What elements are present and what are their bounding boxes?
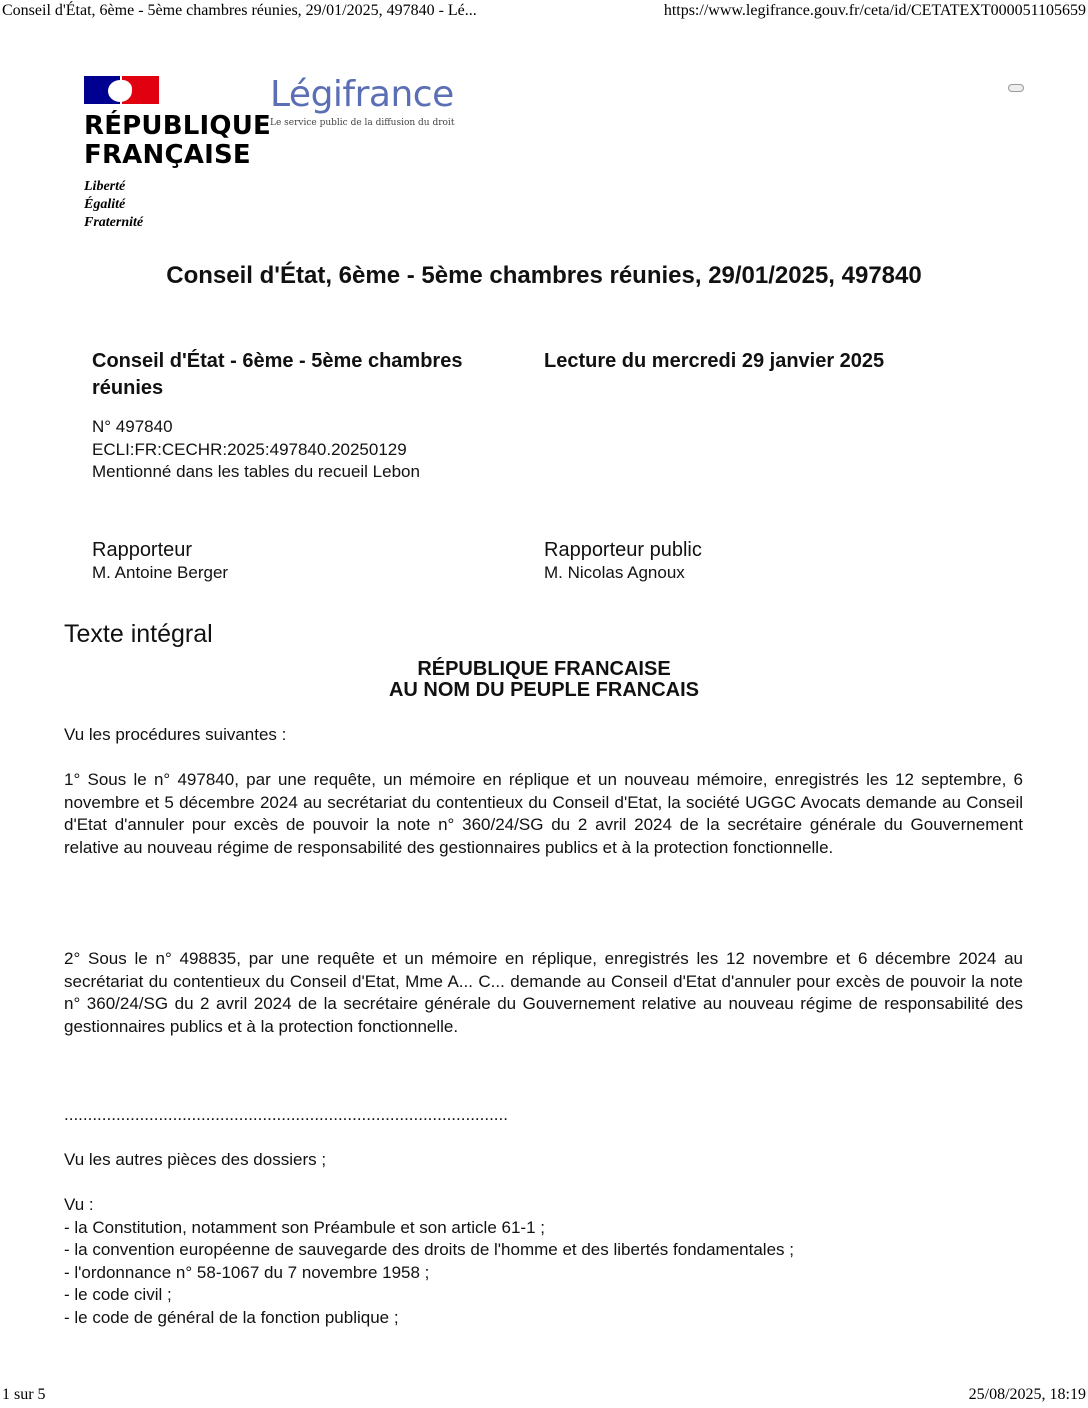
jurisdiction: Conseil d'État - 6ème - 5ème chambres réunies	[92, 350, 463, 399]
rapporteur-name: M. Antoine Berger	[92, 563, 229, 582]
rapporteur-public-block	[544, 538, 702, 584]
print-datetime: 25/08/2025, 18:19	[968, 1386, 1086, 1403]
menu-toggle-button[interactable]	[1008, 84, 1024, 92]
print-header	[0, 0, 1088, 24]
reading-date: Lecture du mercredi 29 janvier 2025	[544, 350, 885, 372]
ellipsis-separator: ..............................................................................................	[64, 1105, 508, 1124]
vu-list	[64, 1194, 1023, 1329]
print-footer	[0, 1384, 1088, 1408]
legifrance-tagline: Le service public de la diffusion du droit	[270, 118, 455, 128]
list-item: - le code de général de la fonction publique ;	[64, 1307, 399, 1327]
list-item: - la Constitution, notamment son Préambule et son article 61-1 ;	[64, 1217, 545, 1237]
page-number: 1 sur 5	[2, 1386, 46, 1403]
ecli: ECLI:FR:CECHR:2025:497840.20250129	[92, 439, 407, 459]
page-title: Conseil d'État, 6ème - 5ème chambres réunies, 29/01/2025, 497840	[166, 262, 922, 289]
republique-motto: Liberté Égalité Fraternité	[84, 179, 144, 230]
intro-text: Vu les procédures suivantes :	[64, 725, 287, 744]
list-item: - l'ordonnance n° 58-1067 du 7 novembre 1958 ;	[64, 1262, 430, 1282]
rapporteur-public-name: M. Nicolas Agnoux	[544, 563, 685, 582]
legifrance-name: Légifrance	[270, 74, 454, 115]
paragraph-1: 1° Sous le n° 497840, par une requête, un mémoire en réplique et un nouveau mémoire, enregistrés les 12 septembre, 6 novembre et 5 décembre 2024 au secrétariat du contentieux du Conseil d'Etat, la société UGGC Avocats demande au Conseil d'Etat d'annuler pour excès de pouvoir la note n° 360/24/SG du 2 avril 2024 de la secrétaire générale du Gouvernement relative au nouveau régime de responsabilité des gestionnaires publics et à la protection fonctionnelle.	[64, 770, 1023, 857]
print-header-url: https://www.legifrance.gouv.fr/ceta/id/CETATEXT000051105659	[663, 2, 1086, 19]
list-item: - le code civil ;	[64, 1285, 172, 1304]
legifrance-logo[interactable]	[270, 74, 454, 128]
rapporteur-label: Rapporteur	[92, 539, 193, 561]
marianne-flag-icon	[84, 76, 159, 104]
section-title: Texte intégral	[64, 620, 213, 648]
rapporteur-public-label: Rapporteur public	[544, 539, 702, 561]
rapporteur-block	[92, 538, 228, 584]
decision-number: N° 497840	[92, 417, 173, 436]
paragraph-2: 2° Sous le n° 498835, par une requête et un mémoire en réplique, enregistrés les 12 novembre et 6 décembre 2024 au secrétariat du contentieux du Conseil d'Etat, Mme A... C... demande au Conseil d'Etat d'annuler pour excès de pouvoir la note n° 360/24/SG du 2 avril 2024 de la secrétaire générale du Gouvernement relative au nouveau régime de responsabilité des gestionnaires publics et à la protection fonctionnelle.	[64, 949, 1023, 1036]
list-item: - la convention européenne de sauvegarde des droits de l'homme et des libertés fondamentales ;	[64, 1240, 794, 1259]
print-header-title: Conseil d'État, 6ème - 5ème chambres réunies, 29/01/2025, 497840 - Lé...	[2, 2, 477, 19]
republique-name: RÉPUBLIQUE FRANÇAISE	[84, 111, 271, 170]
decision-heading: RÉPUBLIQUE FRANCAISE AU NOM DU PEUPLE FRANCAIS	[388, 658, 699, 701]
decision-metadata	[92, 348, 512, 484]
publication-status: Mentionné dans les tables du recueil Lebon	[92, 462, 420, 481]
vu-label: Vu :	[64, 1195, 94, 1214]
republique-francaise-logo	[84, 76, 271, 232]
reading-date-block	[544, 348, 964, 375]
other-pieces: Vu les autres pièces des dossiers ;	[64, 1150, 327, 1169]
